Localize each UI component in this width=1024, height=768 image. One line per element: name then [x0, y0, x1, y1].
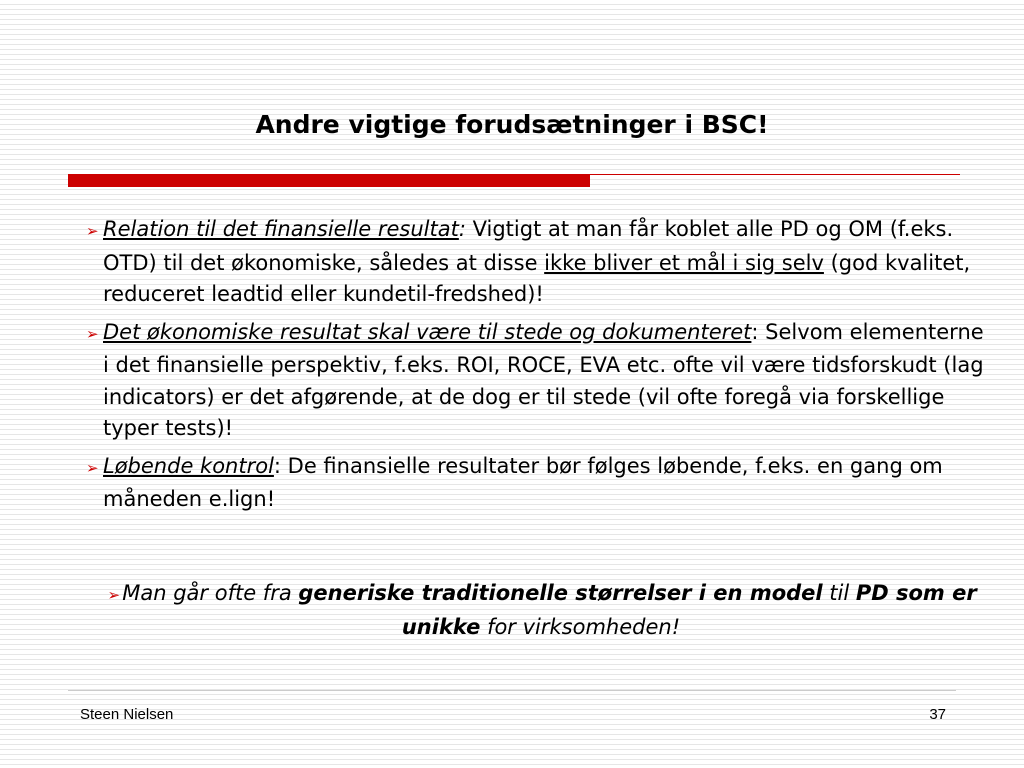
summary-part-1: Man går ofte fra: [122, 581, 299, 605]
bullet-lead: Det økonomiske resultat skal være til stede og dokumenteret: [103, 319, 752, 344]
bullet-underlined-text: ikke bliver et mål i sig selv: [544, 250, 824, 275]
bullet-list: [86, 214, 986, 522]
title-divider-thin: [590, 174, 960, 175]
bullet-text: Vigtigt at man får koblet alle PD og OM (f.eks. OTD) til det økonomiske, således at disse: [103, 217, 954, 275]
arrow-bullet-icon: ➢: [86, 324, 99, 343]
arrow-bullet-icon: ➢: [86, 458, 99, 477]
bullet-separator: :: [273, 453, 281, 478]
summary-part-3: for virksomheden!: [480, 615, 681, 639]
title-divider-thick: [68, 174, 590, 187]
slide-title: Andre vigtige forudsætninger i BSC!: [255, 110, 769, 139]
bullet-lead: Relation til det finansielle resultat: [103, 217, 459, 241]
arrow-bullet-icon: ➢: [107, 586, 121, 604]
arrow-bullet-icon: ➢: [86, 222, 99, 240]
footer-author: Steen Nielsen: [80, 706, 174, 723]
bullet-text-end: (god kvalitet, reduceret leadtid eller kundetil-fredshed)!: [103, 250, 971, 306]
bullet-item: [86, 451, 986, 516]
summary-part-2: til: [822, 581, 856, 605]
summary-bold-2: PD som er unikke: [401, 581, 977, 639]
bullet-text: De finansielle resultater bør følges løbende, f.eks. en gang om måneden e.lign!: [103, 453, 943, 511]
bullet-item: [86, 214, 986, 311]
bullet-separator: :: [458, 217, 466, 241]
bullet-separator: :: [751, 319, 759, 344]
bullet-lead: Løbende kontrol: [103, 453, 274, 478]
bullet-text: Selvom elementerne i det finansielle perspektiv, f.eks. ROI, ROCE, EVA etc. ofte vil være tidsforskudt (lag indicators) er det afgørende, at de dog er til stede (vil ofte foregå via forskellige typer tests)!: [103, 319, 984, 440]
footer-divider: [68, 690, 956, 691]
summary-bold-1: generiske traditionelle størrelser i en model: [298, 581, 823, 605]
bullet-item: [86, 317, 986, 445]
page-number: 37: [929, 706, 946, 723]
summary-statement: [96, 577, 986, 643]
